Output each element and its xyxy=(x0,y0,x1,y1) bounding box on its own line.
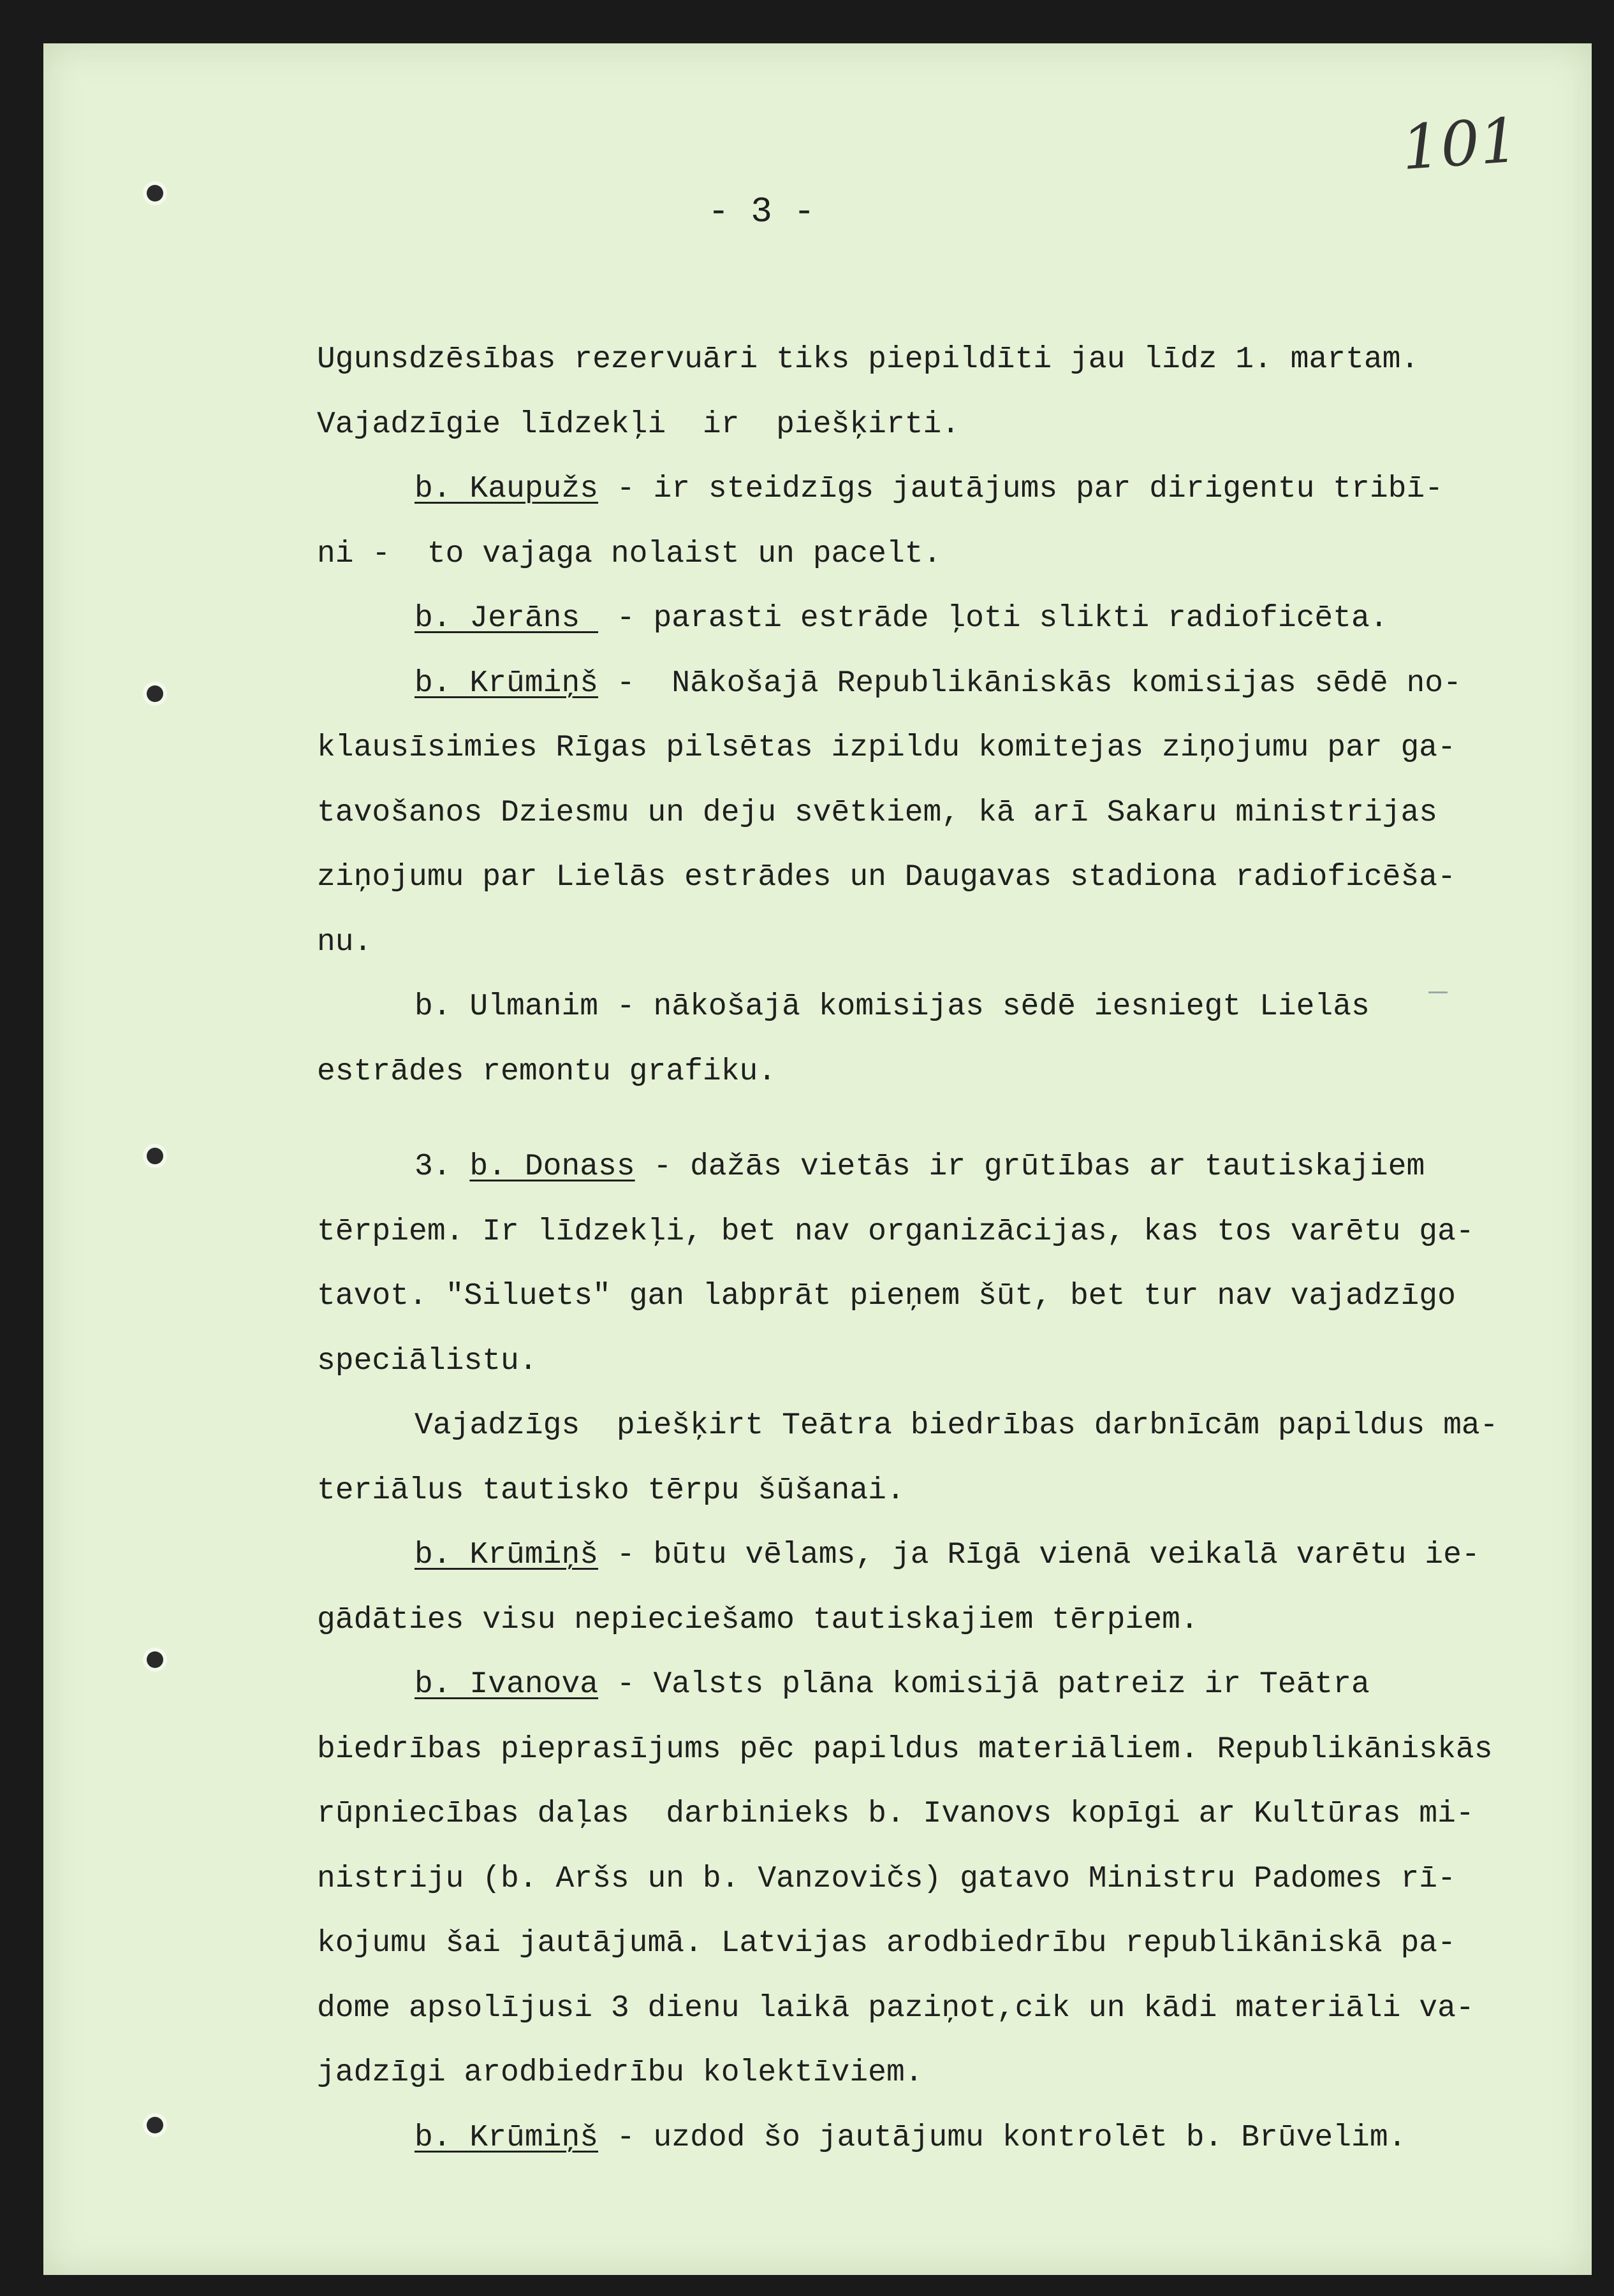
text-segment: tavot. "Siluets" gan labprāt pieņem šūt, bet tur nav vajadzīgo xyxy=(317,1279,1456,1313)
text-line xyxy=(415,1540,1480,1570)
text-segment: nu. xyxy=(317,925,372,960)
underlined-speaker-name: b. Krūmiņš xyxy=(415,1538,599,1572)
text-segment: - uzdod šo jautājumu kontrolēt b. Brūvelim. xyxy=(598,2120,1407,2155)
text-line xyxy=(317,927,372,958)
page-number: - 3 - xyxy=(708,191,816,232)
margin-mark xyxy=(1428,991,1448,993)
text-line xyxy=(317,1928,1456,1959)
text-segment: tērpiem. Ir līdzekļi, bet nav organizācijas, kas tos varētu ga- xyxy=(317,1214,1474,1249)
text-line xyxy=(317,2058,923,2088)
text-line xyxy=(317,1602,1199,1637)
text-line xyxy=(317,1799,1474,1829)
text-segment: ziņojumu par Lielās estrādes un Daugavas stadiona radioficēša- xyxy=(317,860,1456,895)
text-segment: Ugunsdzēsības rezervuāri tiks piepildīti jau līdz 1. martam. xyxy=(317,342,1420,377)
punch-hole xyxy=(147,2117,163,2133)
text-segment: - Valsts plāna komisijā patreiz ir Teātra xyxy=(598,1667,1370,1702)
text-segment: tavošanos Dziesmu un deju svētkiem, kā arī Sakaru ministrijas xyxy=(317,795,1438,830)
text-line xyxy=(415,1410,1498,1441)
text-line xyxy=(317,1343,538,1378)
text-line xyxy=(317,862,1456,893)
text-line xyxy=(317,733,1456,763)
text-segment: 3. xyxy=(415,1150,470,1184)
text-segment: rūpniecības daļas darbinieks b. Ivanovs kopīgi ar Kultūras mi- xyxy=(317,1797,1474,1831)
text-line xyxy=(317,1281,1456,1312)
text-segment: Vajadzīgie līdzekļi ir piešķirti. xyxy=(317,407,960,442)
text-line xyxy=(415,474,1443,504)
text-line xyxy=(317,536,942,571)
text-segment: - būtu vēlams, ja Rīgā vienā veikalā varētu ie- xyxy=(598,1538,1480,1572)
text-line xyxy=(415,668,1462,699)
text-segment: b. Ulmanim - nākošajā komisijas sēdē iesniegt Lielās xyxy=(415,990,1370,1024)
text-line xyxy=(317,1861,1456,1896)
text-segment: - ir steidzīgs jautājums par dirigentu tribī- xyxy=(598,472,1444,506)
text-line xyxy=(317,1993,1474,2024)
text-line xyxy=(415,1152,1425,1182)
text-line xyxy=(415,1669,1370,1700)
underlined-speaker-name: b. Krūmiņš xyxy=(415,2120,599,2155)
text-line xyxy=(317,795,1438,830)
text-segment: gādāties visu nepieciešamo tautiskajiem tērpiem. xyxy=(317,1602,1199,1637)
text-segment: biedrības pieprasījums pēc papildus materiāliem. Republikāniskās xyxy=(317,1732,1493,1767)
punch-hole xyxy=(147,1148,163,1164)
text-segment: teriālus tautisko tērpu šūšanai. xyxy=(317,1473,905,1508)
handwritten-folio-number: 101 xyxy=(1399,104,1521,184)
punch-hole xyxy=(147,685,163,702)
text-line xyxy=(317,1475,905,1506)
text-segment: estrādes remontu grafiku. xyxy=(317,1054,777,1089)
text-segment: jadzīgi arodbiedrību kolektīviem. xyxy=(317,2056,923,2090)
text-segment: klausīsimies Rīgas pilsētas izpildu komitejas ziņojumu par ga- xyxy=(317,731,1456,765)
text-segment: - parasti estrāde ļoti slikti radioficēta. xyxy=(598,601,1388,636)
punch-hole xyxy=(147,185,163,201)
underlined-speaker-name: b. Kaupužs xyxy=(415,472,599,506)
text-segment: Vajadzīgs piešķirt Teātra biedrības darbnīcām papildus ma- xyxy=(415,1408,1499,1443)
punch-hole xyxy=(147,1651,163,1668)
text-line xyxy=(317,1214,1474,1249)
underlined-speaker-name: b. Jerāns xyxy=(415,601,599,636)
text-line xyxy=(317,1054,777,1089)
text-line xyxy=(317,344,1419,375)
text-line xyxy=(317,409,960,440)
underlined-speaker-name: b. Donass xyxy=(469,1150,635,1184)
text-line xyxy=(415,2120,1407,2155)
text-segment: nistriju (b. Aršs un b. Vanzovičs) gatavo Ministru Padomes rī- xyxy=(317,1861,1456,1896)
underlined-speaker-name: b. Krūmiņš xyxy=(415,666,599,701)
text-segment: - Nākošajā Republikāniskās komisijas sēdē no- xyxy=(598,666,1462,701)
text-segment: ni - to vajaga nolaist un pacelt. xyxy=(317,536,942,571)
underlined-speaker-name: b. Ivanova xyxy=(415,1667,599,1702)
text-line xyxy=(317,1734,1493,1765)
text-line xyxy=(415,991,1370,1022)
text-segment: - dažās vietās ir grūtības ar tautiskajiem xyxy=(635,1150,1425,1184)
text-line xyxy=(415,603,1388,634)
text-segment: dome apsolījusi 3 dienu laikā paziņot,cik un kādi materiāli va- xyxy=(317,1991,1474,2026)
text-segment: kojumu šai jautājumā. Latvijas arodbiedrību republikāniskā pa- xyxy=(317,1926,1456,1961)
text-segment: speciālistu. xyxy=(317,1343,538,1378)
